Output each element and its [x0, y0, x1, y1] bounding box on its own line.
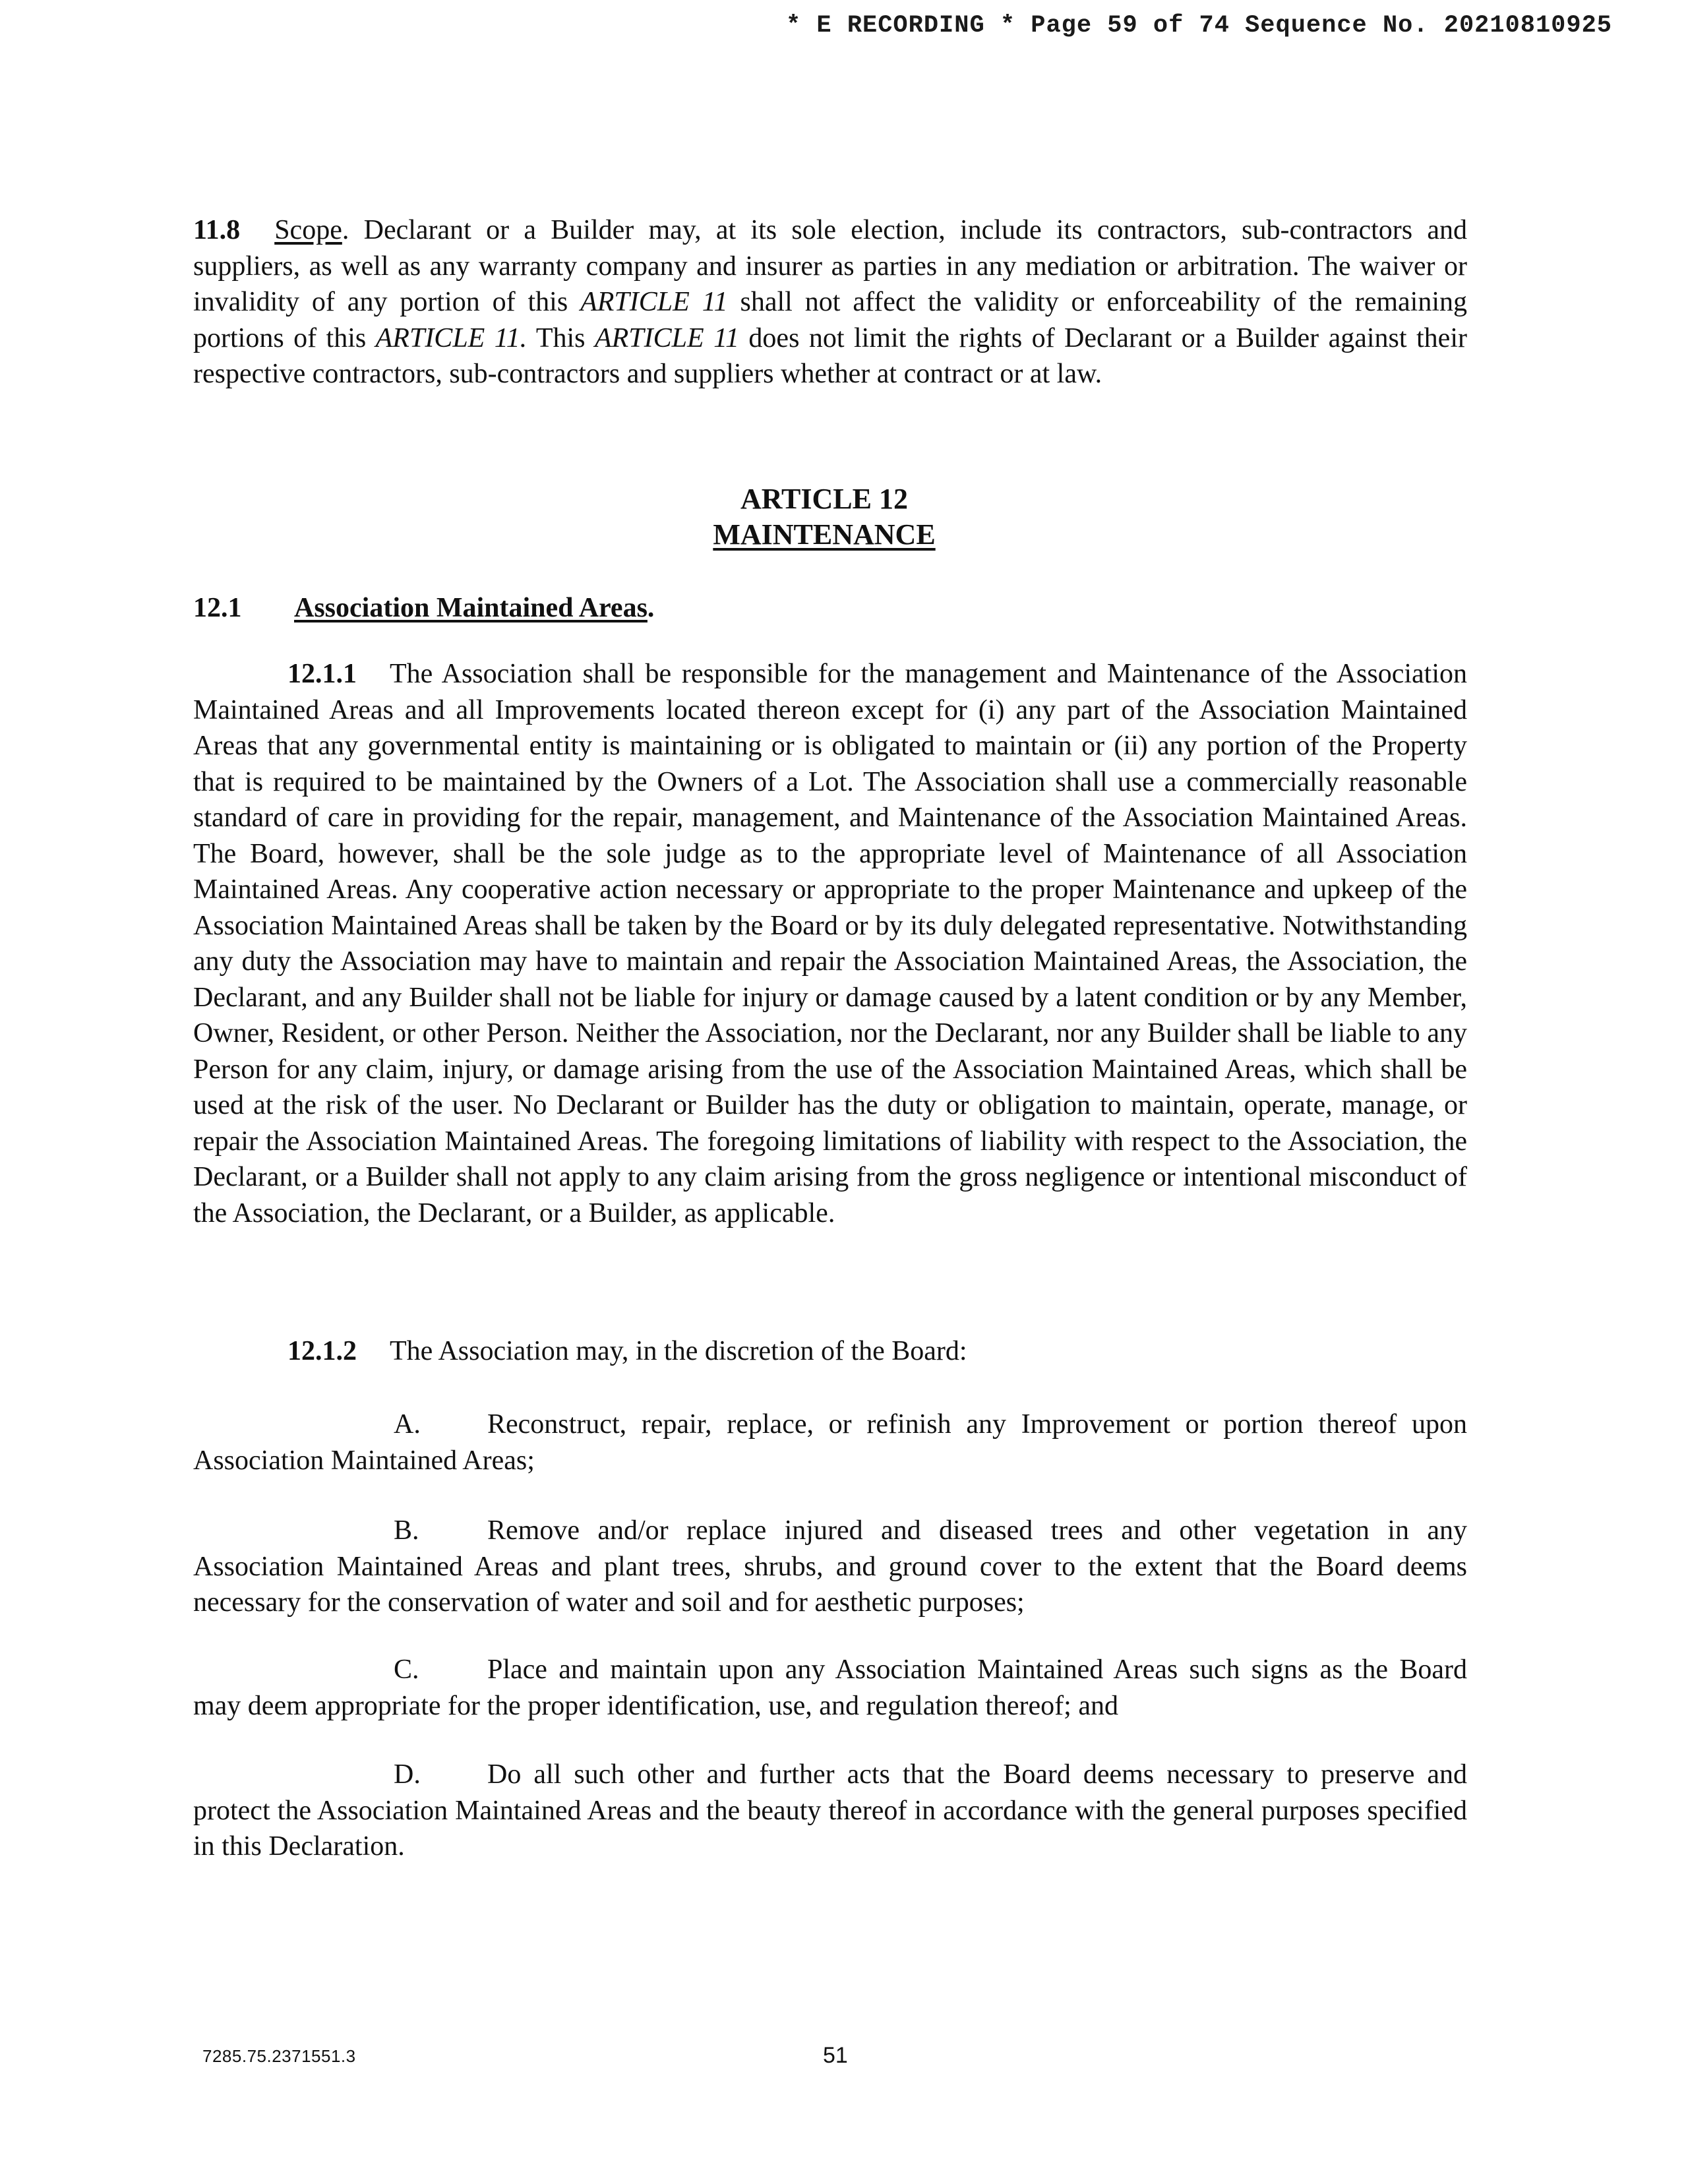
- section-text: shall not affect the validity or enforceability of the remaining portions of this: [193, 287, 1467, 353]
- section-text: This: [527, 322, 595, 353]
- footer-page-number: 51: [823, 2043, 848, 2068]
- section-text: does not limit the rights of Declarant or a Builder against their respective contractors, sub-contractors and suppliers whether at contract or at law.: [193, 322, 1467, 389]
- section-title: Scope: [274, 215, 342, 245]
- section-11-8: [193, 212, 1467, 392]
- list-item-text: Place and maintain upon any Association Maintained Areas such signs as the Board may deem appropriate for the proper identification, use, and regulation thereof; and: [193, 1654, 1467, 1721]
- section-number: 11.8: [193, 215, 241, 245]
- section-text: . Declarant or a Builder may, at its sole election, include its contractors, sub-contractors and suppliers, as well as any warranty company and insurer as parties in any mediation or arbitration. The waiver or invalidity of any portion of this: [193, 215, 1467, 317]
- list-item-text: Do all such other and further acts that the Board deems necessary to preserve and protect the Association Maintained Areas and the beauty thereof in accordance with the general purposes specified in this Declaration.: [193, 1759, 1467, 1862]
- list-item-text: Reconstruct, repair, replace, or refinish any Improvement or portion thereof upon Association Maintained Areas;: [193, 1409, 1467, 1476]
- list-item: [193, 1513, 1467, 1621]
- article-reference: ARTICLE 11.: [375, 322, 528, 353]
- section-12-1-heading: [193, 590, 654, 626]
- list-item-letter: A.: [394, 1409, 421, 1440]
- section-12-1-2: [287, 1333, 967, 1369]
- recording-header: * E RECORDING * Page 59 of 74 Sequence No. 20210810925: [786, 12, 1612, 40]
- article-title: MAINTENANCE: [713, 518, 936, 551]
- section-title: Association Maintained Areas: [294, 593, 648, 623]
- list-item-letter: C.: [394, 1654, 419, 1685]
- section-text: The Association may, in the discretion of the Board:: [390, 1336, 967, 1366]
- section-title-suffix: .: [647, 593, 655, 623]
- list-item: [193, 1652, 1467, 1724]
- section-text: The Association shall be responsible for the management and Maintenance of the Association Maintained Areas and all Improvements located thereon except for (i) any part of the Association Maintained Areas that any governmental entity is maintaining or is obligated to maintain or (ii) any portion of the Property that is required to be maintained by the Owners of a Lot. The Association shall use a commercially reasonable standard of care in providing for the repair, management, and Maintenance of the Association Maintained Areas. The Board, however, shall be the sole judge as to the appropriate level of Maintenance of all Association Maintained Areas. Any cooperative action necessary or appropriate to the proper Maintenance and upkeep of the Association Maintained Areas shall be taken by the Board or by its duly delegated representative. Notwithstanding any duty the Association may have to maintain and repair the Association Maintained Areas, the Association, the Declarant, and any Builder shall not be liable for injury or damage caused by a latent condition or by any Member, Owner, Resident, or other Person. Neither the Association, nor the Declarant, nor any Builder shall be liable to any Person for any claim, injury, or damage arising from the use of the Association Maintained Areas, which shall be used at the risk of the user. No Declarant or Builder has the duty or obligation to maintain, operate, manage, or repair the Association Maintained Areas. The foregoing limitations of liability with respect to the Association, the Declarant, or a Builder shall not apply to any claim arising from the gross negligence or intentional misconduct of the Association, the Declarant, or a Builder, as applicable.: [193, 659, 1467, 1228]
- list-item-text: Remove and/or replace injured and diseased trees and other vegetation in any Association Maintained Areas and plant trees, shrubs, and ground cover to the extent that the Board deems necessary for the conservation of water and soil and for aesthetic purposes;: [193, 1515, 1467, 1618]
- section-number: 12.1.2: [287, 1336, 357, 1366]
- section-number: 12.1: [193, 593, 242, 623]
- article-number: ARTICLE 12: [740, 483, 908, 515]
- list-item: [193, 1407, 1467, 1478]
- list-item-letter: D.: [394, 1759, 421, 1790]
- article-heading: [0, 481, 1648, 553]
- list-item-letter: B.: [394, 1515, 419, 1546]
- list-item: [193, 1757, 1467, 1865]
- article-reference: ARTICLE 11: [594, 322, 739, 353]
- section-number: 12.1.1: [287, 659, 357, 689]
- section-12-1-1: [193, 656, 1467, 1231]
- footer-document-id: 7285.75.2371551.3: [202, 2046, 356, 2066]
- article-reference: ARTICLE 11: [580, 287, 728, 317]
